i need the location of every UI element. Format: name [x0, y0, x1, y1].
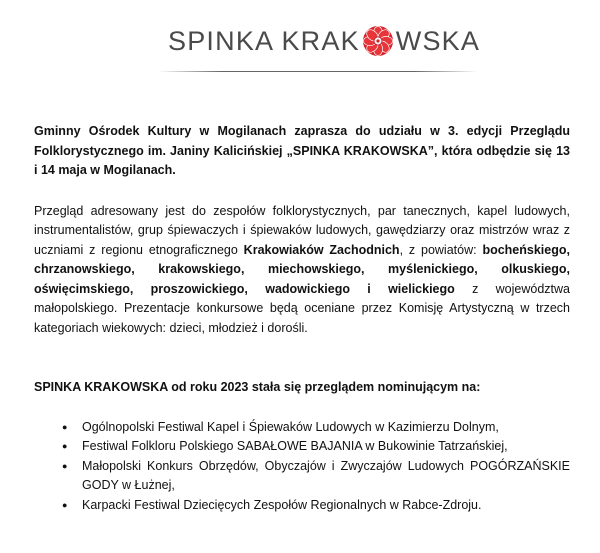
festival-item: ● Małopolski Konkurs Obrzędów, Obyczajów i Zwyczajów Ludowych POGÓRZAŃSKIE GODY w Łużnej,	[66, 457, 570, 496]
logo	[168, 24, 480, 58]
description-text-after: z województwa małopolskiego. Prezentacje konkursowe będą oceniane przez Komisję Artystyczną w trzech kategoriach wiekowych: dzieci, młodzież i dorośli.	[34, 281, 570, 335]
intro-paragraph: Gminny Ośrodek Kultury w Mogilanach zaprasza do udziału w 3. edycji Przeglądu Folklorystycznego im. Janiny Kalicińskiej „SPINKA KRAKOWSKA”, która odbędzie się 13 i 14 maja w Mogilanach.	[34, 124, 570, 177]
header	[0, 20, 600, 70]
description-paragraph	[34, 202, 570, 339]
festival-item: ● Karpacki Festiwal Dziecięcych Zespołów Regionalnych w Rabce-Zdroju.	[66, 496, 570, 516]
region-name: Krakowiaków Zachodnich	[243, 242, 400, 257]
description-text-middle: , z powiatów:	[399, 242, 483, 257]
description-text-before: Przegląd adresowany jest do zespołów folklorystycznych, par tanecznych, kapel ludowych, instrumentalistów, grup śpiewaczych i śpiewaków ludowych, gawędziarzy oraz mistrzów wraz z uczniami z regionu etnograficznego	[34, 203, 570, 257]
districts-list: bocheńskiego, chrzanowskiego, krakowskiego, miechowskiego, myślenickiego, olkuskiego, oświęcimskiego, proszowickiego, wadowickiego i wielickiego	[34, 242, 570, 296]
festival-item: ● Festiwal Folkloru Polskiego SABAŁOWE BAJANIA w Bukowinie Tatrzańskiej,	[66, 437, 570, 457]
header-divider	[158, 71, 478, 72]
red-flower-icon	[361, 24, 395, 58]
nominating-heading: SPINKA KRAKOWSKA od roku 2023 stała się przeglądem nominującym na:	[34, 380, 481, 394]
document-body	[34, 122, 570, 515]
festival-list	[34, 418, 570, 516]
logo-text-part2: WSKA	[395, 25, 481, 56]
logo-text-part1: SPINKA KRAK	[168, 25, 360, 56]
festival-item: ● Ogólnopolski Festiwal Kapel i Śpiewaków Ludowych w Kazimierzu Dolnym,	[66, 418, 570, 438]
